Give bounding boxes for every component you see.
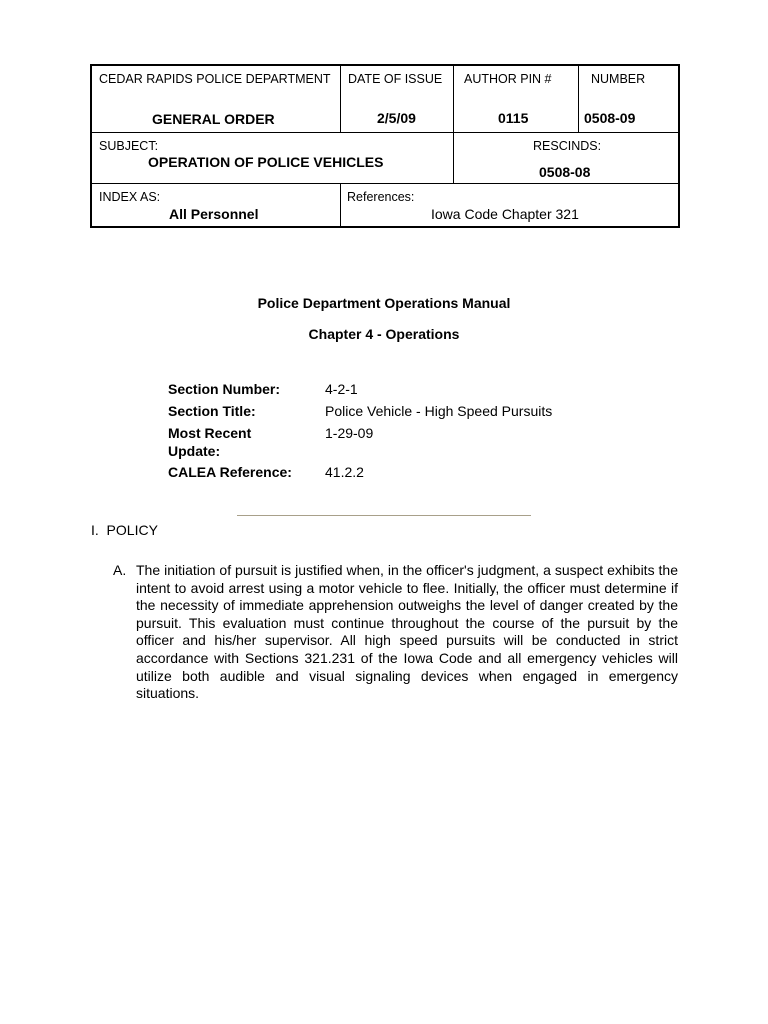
number-value: 0508-09 xyxy=(584,110,636,126)
section-number-label: Section Number: xyxy=(168,381,281,397)
column-divider xyxy=(453,66,454,132)
author-pin-label: AUTHOR PIN # xyxy=(464,72,552,86)
section-title-value: Police Vehicle - High Speed Pursuits xyxy=(325,403,553,419)
chapter-title: Chapter 4 - Operations xyxy=(308,326,460,342)
document-type: GENERAL ORDER xyxy=(152,111,275,127)
column-divider xyxy=(340,66,341,132)
department-label: CEDAR RAPIDS POLICE DEPARTMENT xyxy=(99,72,331,86)
column-divider xyxy=(340,183,341,226)
column-divider xyxy=(453,132,454,183)
calea-label: CALEA Reference: xyxy=(168,464,292,480)
author-pin-value: 0115 xyxy=(498,110,529,126)
update-label: Most Recent Update: xyxy=(168,425,252,459)
row-divider xyxy=(92,183,678,184)
index-as-value: All Personnel xyxy=(169,206,259,222)
row-divider xyxy=(92,132,678,133)
section-number-value: 4-2-1 xyxy=(325,381,358,397)
subject-value: OPERATION OF POLICE VEHICLES xyxy=(148,154,384,170)
references-value: Iowa Code Chapter 321 xyxy=(431,206,579,222)
policy-paragraph: The initiation of pursuit is justified when, in the officer's judgment, a suspect exhibits the intent to avoid arrest using a motor vehicle to flee. Initially, the officer must determine if the necessity of immediate apprehension outweighs the level of danger created by the pursuit. This evaluation must continue throughout the course of the pursuit by the officer and his/her supervisor. All high speed pursuits will be conducted in strict accordance with Sections 321.231 of the Iowa Code and all emergency vehicles will utilize both audible and visual signaling devices when engaged in emergency situations. xyxy=(136,562,678,702)
header-table xyxy=(90,64,680,228)
update-value: 1-29-09 xyxy=(325,425,374,441)
paragraph-marker: A. xyxy=(113,562,127,578)
number-label: NUMBER xyxy=(591,72,646,86)
manual-title: Police Department Operations Manual xyxy=(257,295,511,311)
date-of-issue-value: 2/5/09 xyxy=(377,110,416,126)
index-as-label: INDEX AS: xyxy=(99,190,161,204)
rescinds-label: RESCINDS: xyxy=(533,139,602,153)
references-label: References: xyxy=(347,190,415,204)
subject-label: SUBJECT: xyxy=(99,139,159,153)
section-title-label: Section Title: xyxy=(168,403,256,419)
rescinds-value: 0508-08 xyxy=(539,164,591,180)
section-divider xyxy=(237,515,531,516)
policy-heading: I. POLICY xyxy=(91,522,158,538)
column-divider xyxy=(578,66,579,132)
calea-value: 41.2.2 xyxy=(325,464,364,480)
date-of-issue-label: DATE OF ISSUE xyxy=(348,72,443,86)
